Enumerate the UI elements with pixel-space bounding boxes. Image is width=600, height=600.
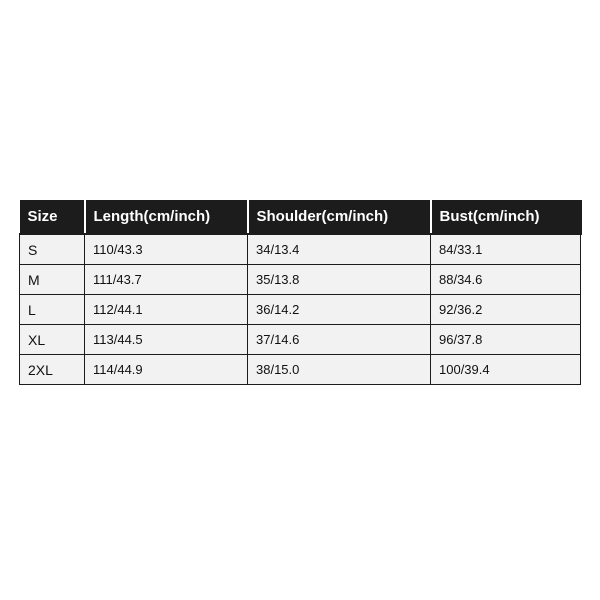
bust-cell: 100/39.4 [431, 355, 581, 385]
shoulder-cell: 36/14.2 [248, 295, 431, 325]
size-cell: S [20, 234, 85, 265]
header-bust: Bust(cm/inch) [431, 200, 581, 234]
bust-cell: 88/34.6 [431, 265, 581, 295]
length-cell: 113/44.5 [85, 325, 248, 355]
bust-cell: 96/37.8 [431, 325, 581, 355]
table-header [20, 200, 581, 234]
table-row [20, 325, 581, 355]
bust-cell: 84/33.1 [431, 234, 581, 265]
length-cell: 110/43.3 [85, 234, 248, 265]
size-cell: L [20, 295, 85, 325]
shoulder-cell: 35/13.8 [248, 265, 431, 295]
shoulder-cell: 38/15.0 [248, 355, 431, 385]
shoulder-cell: 37/14.6 [248, 325, 431, 355]
size-cell: XL [20, 325, 85, 355]
table-row [20, 234, 581, 265]
length-cell: 112/44.1 [85, 295, 248, 325]
size-cell: M [20, 265, 85, 295]
length-cell: 111/43.7 [85, 265, 248, 295]
header-shoulder: Shoulder(cm/inch) [248, 200, 431, 234]
size-cell: 2XL [20, 355, 85, 385]
header-size: Size [20, 200, 85, 234]
table-body [20, 234, 581, 385]
header-length: Length(cm/inch) [85, 200, 248, 234]
shoulder-cell: 34/13.4 [248, 234, 431, 265]
size-chart-table [19, 200, 582, 385]
table-row [20, 295, 581, 325]
length-cell: 114/44.9 [85, 355, 248, 385]
header-row [20, 200, 581, 234]
table-row [20, 355, 581, 385]
bust-cell: 92/36.2 [431, 295, 581, 325]
table-row [20, 265, 581, 295]
